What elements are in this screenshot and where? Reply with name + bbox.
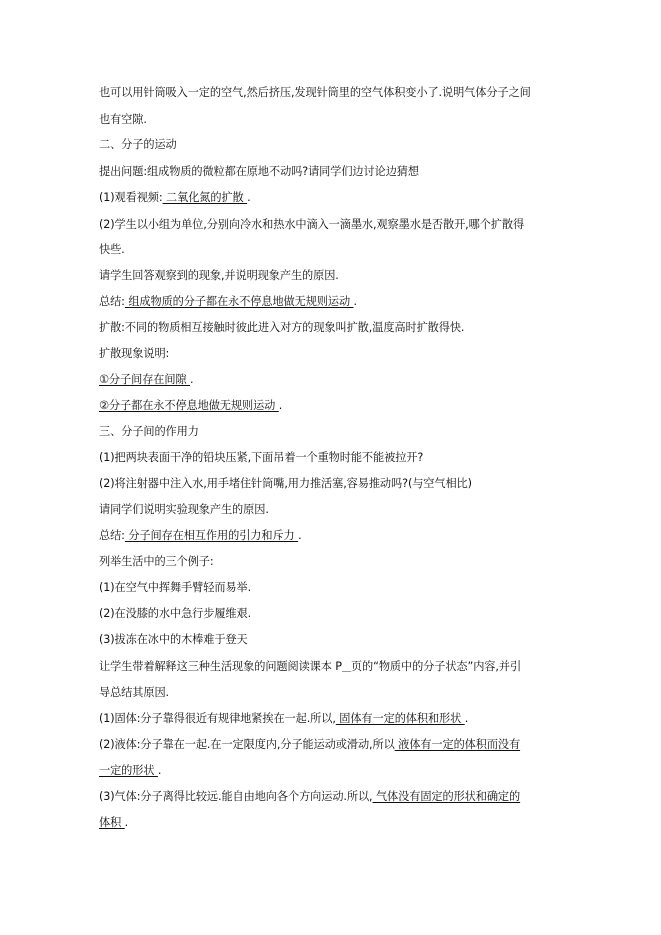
- answer-blank: 液体有一定的体积而没有: [394, 738, 521, 751]
- paragraph-line: 请同学们说明实验现象产生的原因.: [99, 503, 269, 516]
- paragraph-line: 让学生带着解释这三种生活现象的问题阅读课本 P___页的“物质中的分子状态”内容,并引: [99, 660, 522, 673]
- answer-blank: 固体有一定的体积和形状: [335, 712, 465, 725]
- paragraph-line: (2)将注射器中注入水,用手堵住针筒嘴,用力推活塞,容易推动吗?(与空气相比): [99, 477, 472, 490]
- paragraph-line: 请学生回答观察到的现象,并说明现象产生的原因.: [99, 269, 339, 282]
- fill-in-line: ①分子间存在间隙 .: [99, 373, 194, 386]
- paragraph-line: 也可以用针筒吸入一定的空气,然后挤压,发现针筒里的空气体积变小了.说明气体分子之间: [99, 86, 531, 99]
- page-number-placeholder: ___: [341, 665, 351, 672]
- paragraph-line: (2)学生以小组为单位,分别向冷水和热水中滴入一滴墨水,观察墨水是否散开,哪个扩散得: [99, 218, 525, 231]
- answer-blank: 体积: [99, 816, 125, 829]
- fill-in-line: 一定的形状 .: [99, 764, 162, 777]
- paragraph-line: 导总结其原因.: [99, 686, 169, 699]
- fill-in-line: 总结: 分子间存在相互作用的引力和斥力 .: [99, 529, 302, 542]
- answer-blank: ②分子都在永不停息地做无规则运动: [99, 399, 279, 412]
- paragraph-line: 提出问题:组成物质的微粒都在原地不动吗?请同学们边讨论边猜想: [99, 165, 419, 178]
- answer-blank: 气体没有固定的形状和确定的: [372, 790, 521, 803]
- answer-blank: 一定的形状: [99, 764, 158, 777]
- paragraph-line: 列举生活中的三个例子:: [99, 555, 214, 568]
- answer-blank: 组成物质的分子都在永不停息地做无规则运动: [124, 295, 354, 308]
- paragraph-line: (1)在空气中挥舞手臂轻而易举.: [99, 581, 252, 594]
- paragraph-line: (3)拔冻在冰中的木棒难于登天: [99, 633, 248, 646]
- fill-in-line: (3)气体:分子离得比较远.能自由地向各个方向运动.所以, 气体没有固定的形状和确定的: [99, 790, 521, 803]
- fill-in-line: (1)固体:分子靠得很近有规律地紧挨在一起.所以, 固体有一定的体积和形状 .: [99, 712, 469, 725]
- answer-blank: ①分子间存在间隙: [99, 373, 190, 386]
- paragraph-line: 扩散现象说明:: [99, 347, 170, 360]
- fill-in-line: 总结: 组成物质的分子都在永不停息地做无规则运动 .: [99, 295, 357, 308]
- paragraph-line: (1)把两块表面干净的铅块压紧,下面吊着一个重物时能不能被拉开?: [99, 451, 424, 464]
- fill-in-line: 体积 .: [99, 816, 129, 829]
- fill-in-line: (1)观看视频: 二氧化氮的扩散 .: [99, 191, 251, 204]
- paragraph-line: 扩散:不同的物质相互接触时彼此进入对方的现象叫扩散,温度高时扩散得快.: [99, 321, 465, 334]
- fill-in-line: (2)液体:分子靠在一起.在一定限度内,分子能运动或滑动,所以 液体有一定的体积而没有: [99, 738, 521, 751]
- paragraph-line: (2)在没膝的水中急行步履维艰.: [99, 607, 252, 620]
- fill-in-line: ②分子都在永不停息地做无规则运动 .: [99, 399, 283, 412]
- paragraph-line: 也有空隙.: [99, 113, 147, 126]
- paragraph-line: 快些.: [99, 243, 125, 256]
- answer-blank: 分子间存在相互作用的引力和斥力: [124, 529, 299, 542]
- section-heading: 二、分子的运动: [99, 138, 177, 151]
- answer-blank: 二氧化氮的扩散: [162, 191, 248, 204]
- section-heading: 三、分子间的作用力: [99, 425, 199, 438]
